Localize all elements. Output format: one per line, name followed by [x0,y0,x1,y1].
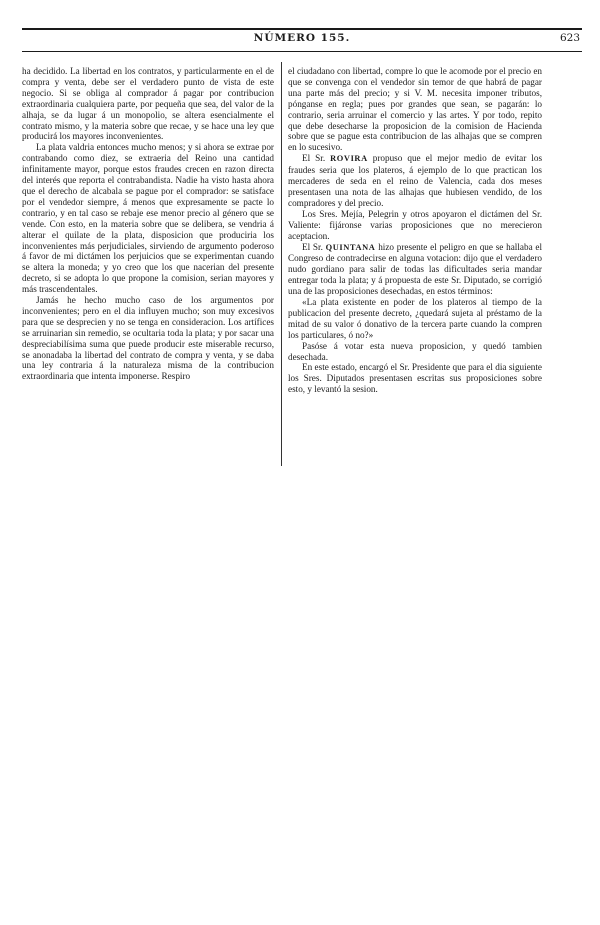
paragraph: «La plata existente en poder de los plateros al tiempo de la publicacion del presente decreto, ¿quedará sujeta al préstamo de la mitad de su valor ó donativo de la tercera parte cuando la compren los particulares, ó no?» [288,297,542,340]
column-divider [281,62,282,466]
right-column [288,66,542,395]
paragraph: La plata valdria entonces mucho menos; y si ahora se extrae por contrabando como diez, se extraeria del Reino una cantidad infinitamente mayor, porque estos fraudes crecen en razon directa del interés que reporta el contrabandista. Nadie ha visto hasta ahora que el derecho de alcabala se pague por el comprador: se satisface por el vendedor siempre, á menos que expresamente se pacte lo contrario, y en tal caso se rebaje ese menor precio al género que se vende. Con esto, en la materia sobre que se delibera, se vendria á alterar el quilate de la plata, disposicion que produciria los inconvenientes más perjudiciales, sirviendo de argumento poderoso á favor de mi dictámen los perjuicios que se experimentan cuando se altera la moneda; y yo creo que los que nacerian del presente decreto, si se adopta lo que propone la comision, serian mayores y más trascendentales. [22,142,274,295]
issue-number: NÚMERO 155. [253,32,351,44]
top-rule [22,28,582,30]
running-header [22,32,582,48]
page-number: 623 [559,32,580,44]
speaker-name: ROVIRA [330,154,368,164]
paragraph [288,153,542,209]
paragraph-text: propuso que el mejor medio de evitar los fraudes seria que los plateros, á ejemplo de lo que practican los mercaderes de seda en el reino de Valencia, cada dos meses presentasen una nota de las alhajas que hubiesen vendido, de los compradores y del precio. [288,153,543,208]
paragraph-text: hizo presente el peligro en que se hallaba el Congreso de contradecirse en alguna votacion: dijo que el verdadero nudo gordiano para salir de todas las dificultades seria mandar entregar toda la plata; y á propuesta de este Sr. Diputado, se corrigió una de las proposiciones desechadas, en estos términos: [288,241,543,297]
paragraph: Jamás he hecho mucho caso de los argumentos por inconvenientes; pero en el dia influyen mucho; son muy excesivos para que se desprecien y no se tenga en consideracion. Los artífices se arruinarian sin remedio, se ocultaria toda la plata; y por sacar una despreciabilísima suma que puede producir este miserable recurso, se anonadaba la libertad del contrato de compra y venta, y se daba una ley contraria á la naturaleza misma de la contribucion extraordinaria que intenta imponerse. Respiro [22,295,274,382]
paragraph: En este estado, encargó el Sr. Presidente que para el dia siguiente los Sres. Diputados presentasen escritas sus proposiciones sobre esto, y levantó la sesion. [288,362,542,395]
paragraph: ha decidido. La libertad en los contratos, y particularmente en el de compra y venta, debe ser el verdadero punto de vista de este negocio. Si se obliga al comprador á pagar por contribucion extraordinaria cualquiera parte, por pequeña que sea, del valor de la alhaja, se da lugar á un monopolio, se altera esencialmente el contrato mismo, y la materia sobre que recae, y se hace una ley que producirá los mayores inconvenientes. [22,66,274,142]
speaker-title: El Sr. [302,241,323,252]
paragraph: Pasóse á votar esta nueva proposicion, y quedó tambien desechada. [288,340,542,362]
paragraph: el ciudadano con libertad, compre lo que le acomode por el precio en que se convenga con el vendedor sin temor de que habrá de pagar una parte más del precio; y si V. M. necesita imponer tributos, pónganse en regla; pues por grandes que sean, se pagarán: lo contrario, seria arruinar el comercio y las artes. Y por todo, repito que debe desecharse la proposicion de la comision de Hacienda sobre que se pague esta contribucion de las alhajas que se compren en lo sucesivo. [288,66,542,153]
paragraph [288,242,542,298]
left-column [22,66,274,382]
header-rule [22,51,582,52]
speaker-title: El Sr. [302,153,326,164]
speaker-name: QUINTANA [325,242,376,252]
paragraph: Los Sres. Mejía, Pelegrin y otros apoyaron el dictámen del Sr. Valiente: fijáronse varias proposiciones que no merecieron aceptacion. [288,208,542,241]
